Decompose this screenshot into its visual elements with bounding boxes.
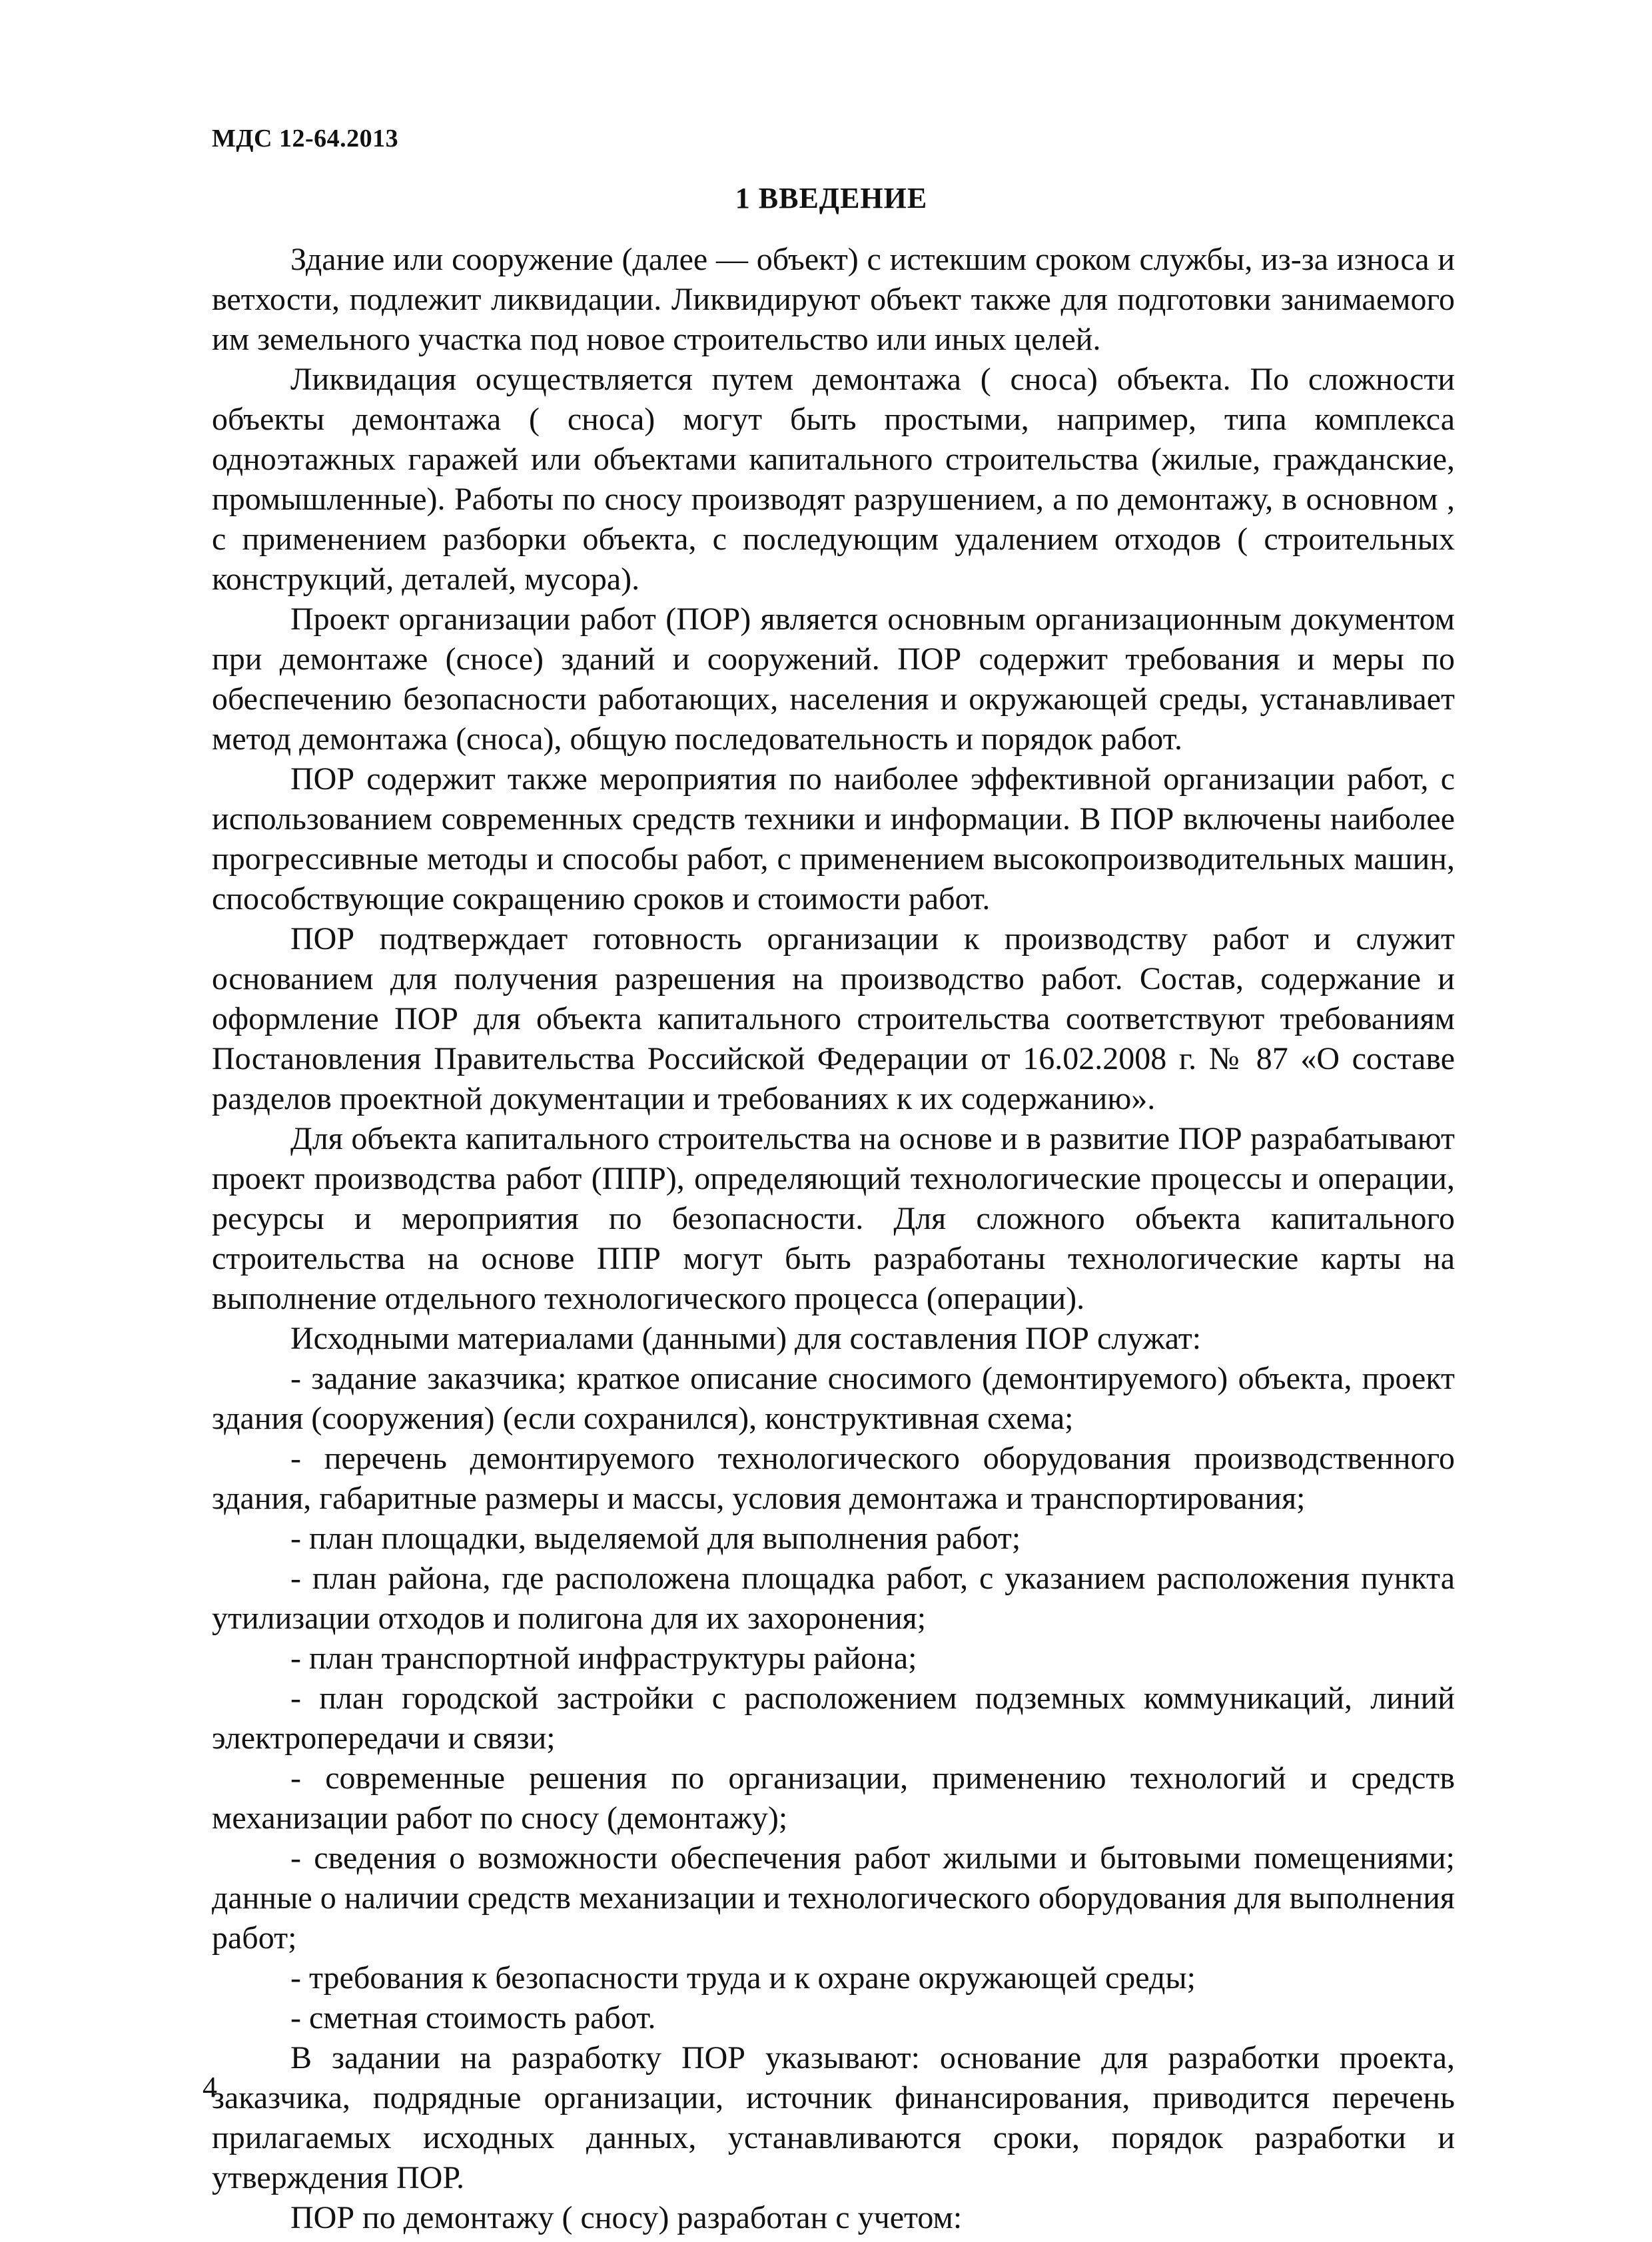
paragraph: Исходными материалами (данными) для составления ПОР служат: (290, 1321, 1202, 1356)
list-item: - перечень демонтируемого технологического оборудования производственного здания, габаритные размеры и массы, условия демонтажа и транспортирования; (212, 1441, 1455, 1516)
list-item: - план района, где расположена площадка работ, с указанием расположения пункта утилизации отходов и полигона для их захоронения; (212, 1561, 1455, 1636)
list-item: - сметная стоимость работ. (290, 2000, 656, 2036)
list-item: - задание заказчика; краткое описание сносимого (демонтируемого) объекта, проект здания (сооружения) (если сохранился), конструктивная схема; (212, 1361, 1455, 1436)
paragraph: Ликвидация осуществляется путем демонтажа ( сноса) объекта. По сложности объекты демонтажа ( сноса) могут быть простыми, например, типа комплекса одноэтажных гаражей или объектами капитального строительства (жилые, гражданские, промышленные). Работы по сносу производят разрушением, а по демонтажу, в основном , с применением разборки объекта, с последующим удалением отходов ( строительных конструкций, деталей, мусора). (212, 362, 1455, 597)
paragraph: Для объекта капитального строительства на основе и в развитие ПОР разрабатывают проект производства работ (ППР), определяющий технологические процессы и операции, ресурсы и мероприятия по безопасности. Для сложного объекта капитального строительства на основе ППР могут быть разработаны технологические карты на выполнение отдельного технологического процесса (операции). (212, 1121, 1455, 1316)
list-item: - современные решения по организации, применению технологий и средств механизации работ по сносу (демонтажу); (212, 1760, 1455, 1836)
section-title: 1 ВВЕДЕНИЕ (735, 182, 928, 214)
list-item: - план транспортной инфраструктуры района; (290, 1641, 917, 1676)
paragraph: ПОР подтверждает готовность организации к производству работ и служит основанием для получения разрешения на производство работ. Состав, содержание и оформление ПОР для объекта капитального строительства соответствуют требованиям Постановления Правительства Российской Федерации от 16.02.2008 г. № 87 «О составе разделов проектной документации и требованиях к их содержанию». (212, 921, 1455, 1116)
page-number: 4 (203, 2071, 217, 2103)
paragraph: Проект организации работ (ПОР) является основным организационным документом при демонтаже (сносе) зданий и сооружений. ПОР содержит требования и меры по обеспечению безопасности работающих, населения и окружающей среды, устанавливает метод демонтажа (сноса), общую последовательность и порядок работ. (212, 601, 1455, 757)
paragraph: В задании на разработку ПОР указывают: основание для разработки проекта, заказчика, подрядные организации, источник финансирования, приводится перечень прилагаемых исходных данных, устанавливаются сроки, порядок разработки и утверждения ПОР. (212, 2040, 1455, 2195)
paragraph: ПОР содержит также мероприятия по наиболее эффективной организации работ, с использованием современных средств техники и информации. В ПОР включены наиболее прогрессивные методы и способы работ, с применением высокопроизводительных машин, способствующие сокращению сроков и стоимости работ. (212, 761, 1455, 917)
body-text (212, 240, 1455, 2238)
list-item: - план городской застройки с расположением подземных коммуникаций, линий электропередачи и связи; (212, 1681, 1455, 1756)
list-item: - требования к безопасности труда и к охране окружающей среды; (290, 1960, 1196, 1996)
list-item: - сведения о возможности обеспечения работ жилыми и бытовыми помещениями; данные о наличии средств механизации и технологического оборудования для выполнения работ; (212, 1840, 1455, 1956)
paragraph: ПОР по демонтажу ( сносу) разработан с учетом: (290, 2200, 963, 2235)
list-item: - план площадки, выделяемой для выполнения работ; (290, 1521, 1021, 1556)
paragraph: Здание или сооружение (далее — объект) с истекшим сроком службы, из-за износа и ветхости, подлежит ликвидации. Ликвидируют объект также для подготовки занимаемого им земельного участка под новое строительство или иных целей. (212, 242, 1455, 357)
document-code: МДС 12-64.2013 (212, 125, 399, 153)
